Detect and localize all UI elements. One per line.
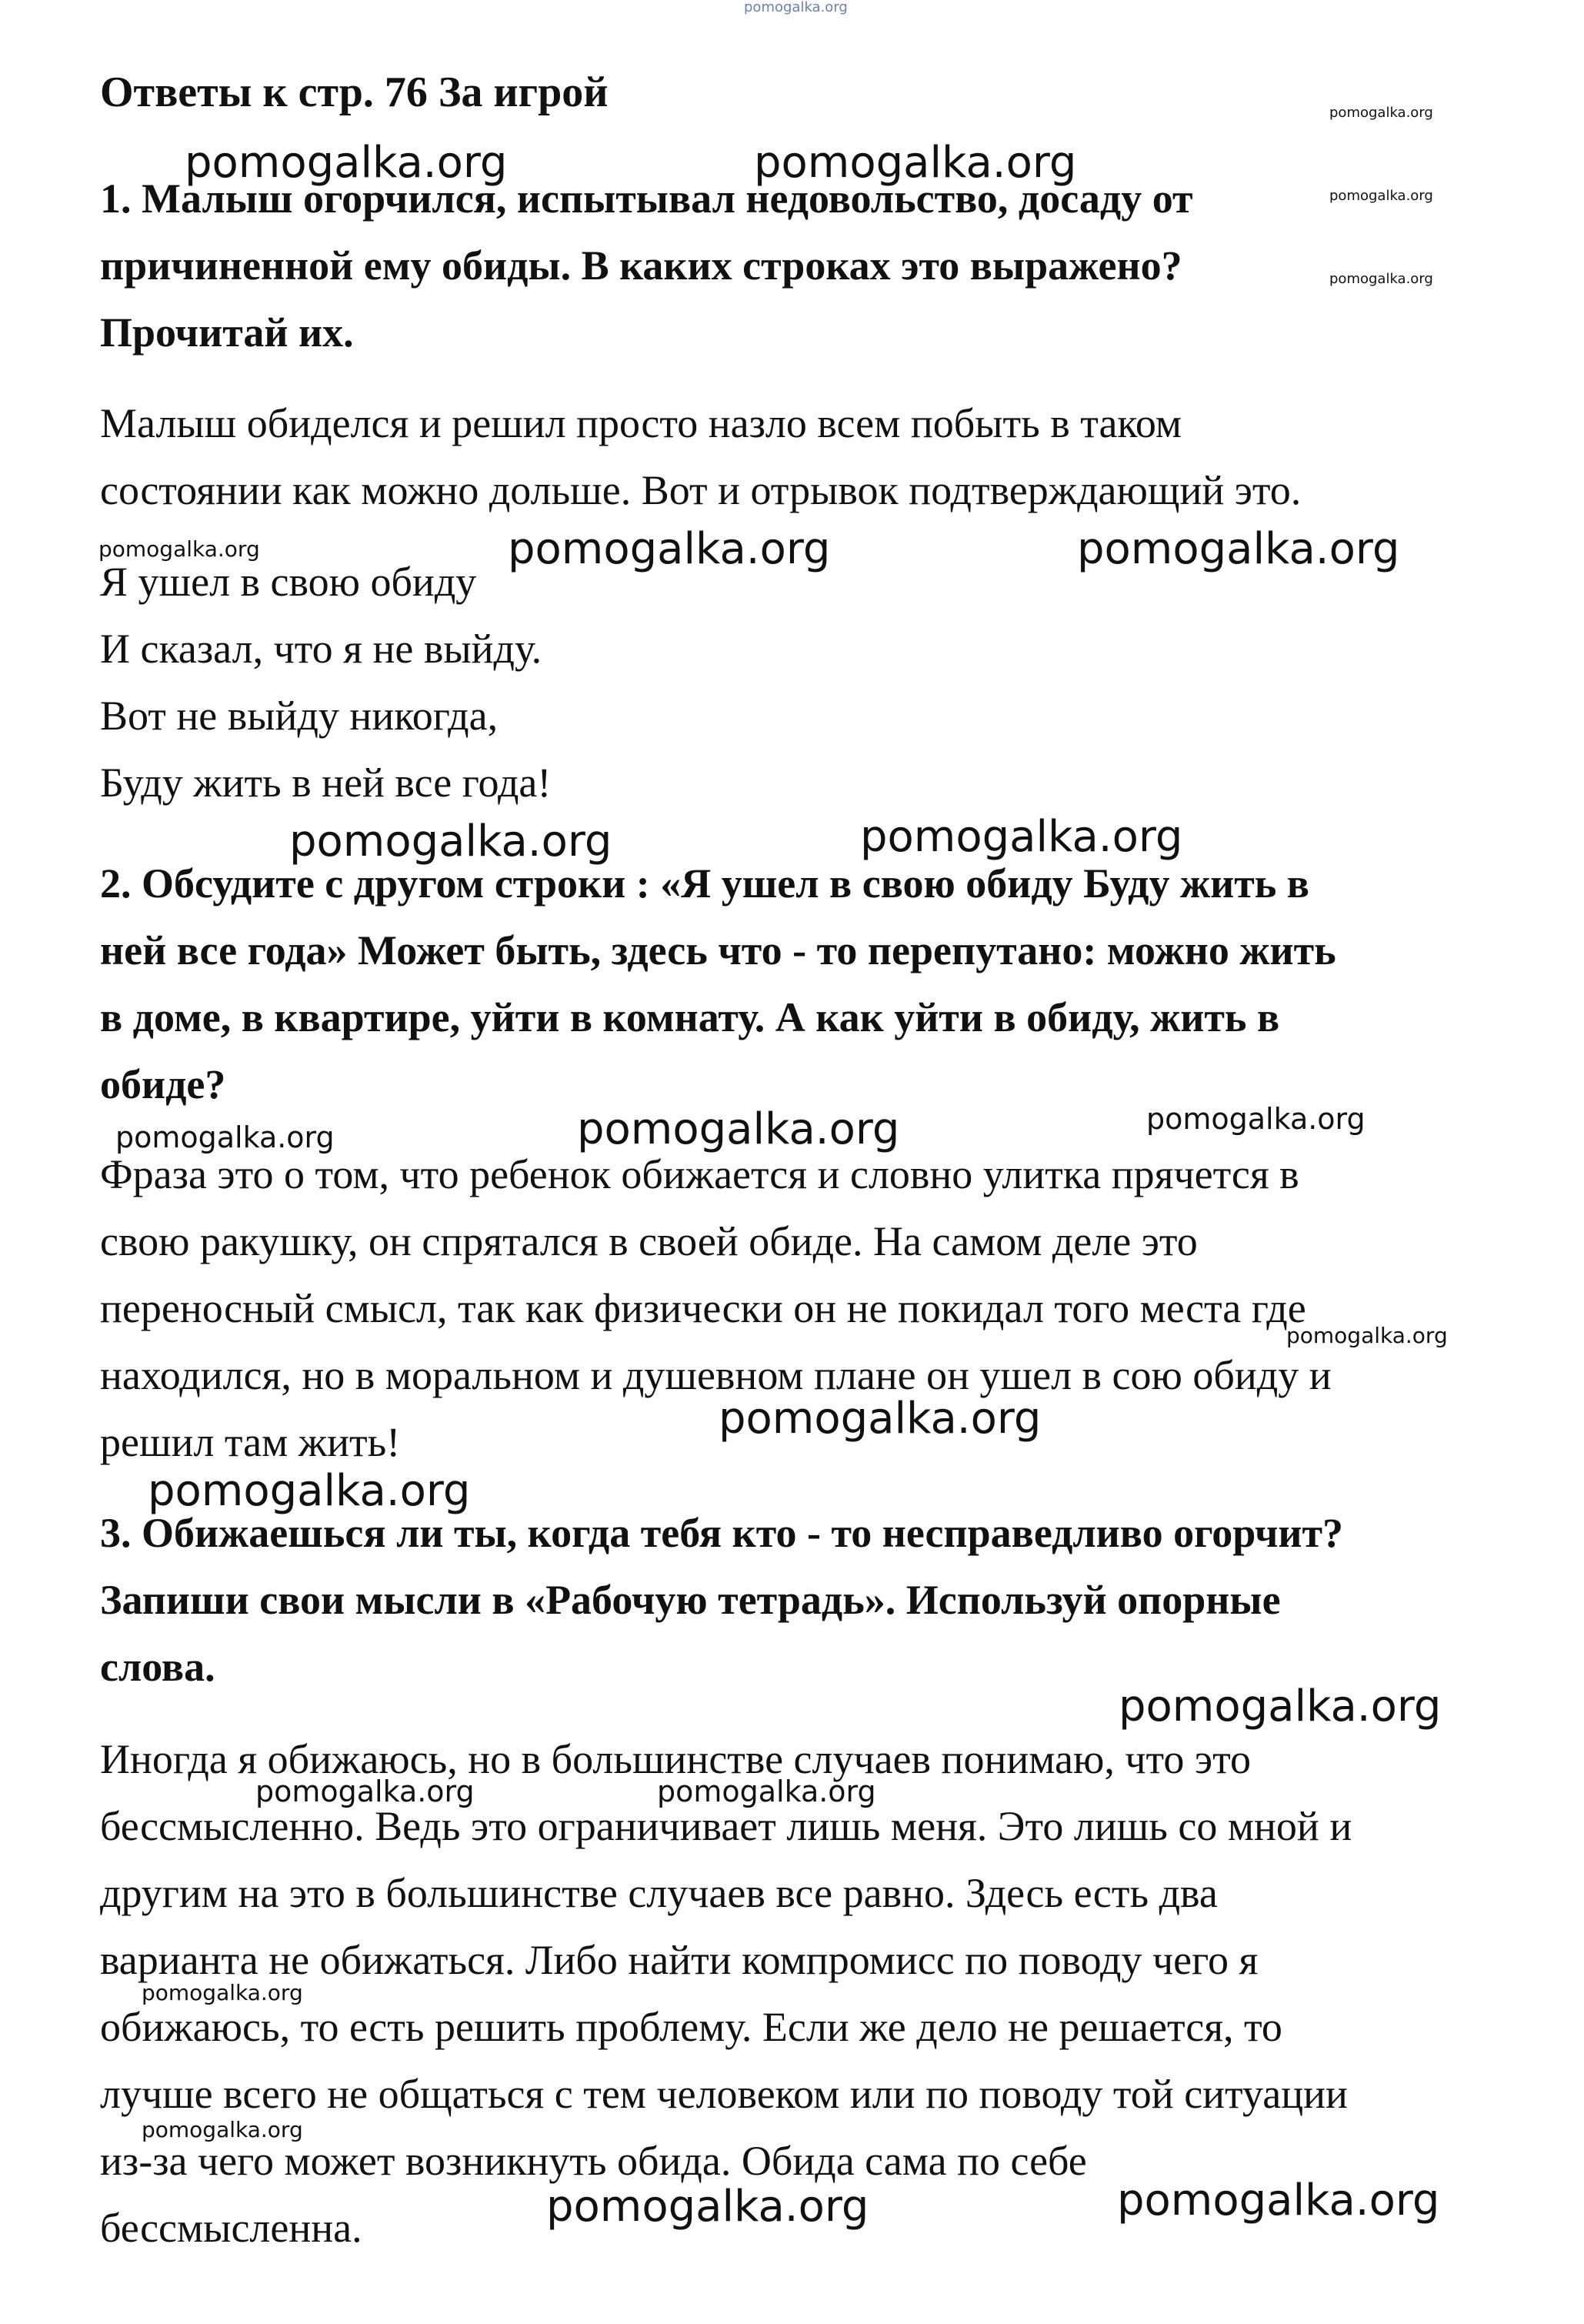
watermark: pomogalka.org — [115, 1120, 335, 1154]
answer-3-line: обижаюсь, то есть решить проблему. Если же дело не решается, то — [100, 2004, 1282, 2050]
poem-line: И сказал, что я не выйду. — [100, 626, 542, 672]
watermark: pomogalka.org — [255, 1775, 475, 1808]
watermark: pomogalka.org — [142, 2117, 303, 2142]
poem-line: Я ушел в свою обиду — [100, 559, 477, 605]
watermark: pomogalka.org — [148, 1466, 471, 1516]
question-3-line: слова. — [100, 1644, 215, 1690]
answer-3-line: варианта не обижаться. Либо найти компромисс по поводу чего я — [100, 1937, 1259, 1983]
watermark: pomogalka.org — [289, 816, 612, 866]
answer-3-line: другим на это в большинстве случаев все равно. Здесь есть два — [100, 1870, 1218, 1916]
question-1-line: причиненной ему обиды. В каких строках это выражено? — [100, 242, 1182, 289]
watermark: pomogalka.org — [577, 1104, 900, 1154]
question-1-line: Прочитай их. — [100, 309, 354, 356]
watermark: pomogalka.org — [1329, 188, 1433, 204]
question-2-line: обиде? — [100, 1061, 226, 1107]
watermark: pomogalka.org — [744, 0, 848, 15]
poem-line: Буду жить в ней все года! — [100, 760, 552, 806]
answer-2-line: Фраза это о том, что ребенок обижается и словно улитка прячется в — [100, 1151, 1299, 1197]
answer-3-line: лучше всего не общаться с тем человеком или по поводу той ситуации — [100, 2071, 1348, 2117]
answer-3-line: бессмысленно. Ведь это ограничивает лишь меня. Это лишь со мной и — [100, 1803, 1352, 1849]
answer-3-line: из-за чего может возникнуть обида. Обида сама по себе — [100, 2138, 1087, 2184]
watermark: pomogalka.org — [1329, 271, 1433, 287]
page-title: Ответы к стр. 76 За игрой — [100, 68, 609, 116]
answer-1-line: состоянии как можно дольше. Вот и отрывок подтверждающий это. — [100, 467, 1302, 513]
watermark: pomogalka.org — [1329, 105, 1433, 121]
question-1-line: 1. Малыш огорчился, испытывал недовольство, досаду от — [100, 175, 1193, 222]
watermark: pomogalka.org — [185, 138, 508, 188]
watermark: pomogalka.org — [1119, 1681, 1442, 1731]
watermark: pomogalka.org — [657, 1775, 876, 1808]
watermark: pomogalka.org — [546, 2182, 869, 2232]
question-2-line: в доме, в квартире, уйти в комнату. А как уйти в обиду, жить в — [100, 994, 1280, 1040]
question-2-line: ней все года» Может быть, здесь что - то перепутано: можно жить — [100, 927, 1336, 973]
question-3-line: Запиши свои мысли в «Рабочую тетрадь». Используй опорные — [100, 1577, 1281, 1623]
answer-3-line: бессмысленна. — [100, 2205, 362, 2251]
question-2-line: 2. Обсудите с другом строки : «Я ушел в свою обиду Буду жить в — [100, 860, 1309, 907]
watermark: pomogalka.org — [1077, 524, 1400, 574]
answer-2-line: решил там жить! — [100, 1419, 401, 1465]
watermark: pomogalka.org — [719, 1394, 1042, 1444]
answer-3-line: Иногда я обижаюсь, но в большинстве случаев понимаю, что это — [100, 1736, 1251, 1782]
answer-1-line: Малыш обиделся и решил просто назло всем побыть в таком — [100, 400, 1182, 446]
question-3-line: 3. Обижаешься ли ты, когда тебя кто - то несправедливо огорчит? — [100, 1510, 1344, 1556]
watermark: pomogalka.org — [98, 536, 260, 562]
watermark: pomogalka.org — [1146, 1102, 1366, 1136]
watermark: pomogalka.org — [860, 812, 1183, 862]
poem-line: Вот не выйду никогда, — [100, 693, 499, 739]
answer-2-line: свою ракушку, он спрятался в своей обиде. На самом деле это — [100, 1218, 1198, 1264]
watermark: pomogalka.org — [754, 138, 1077, 188]
watermark: pomogalka.org — [508, 524, 831, 574]
answer-2-line: находился, но в моральном и душевном плане он ушел в сою обиду и — [100, 1352, 1332, 1398]
watermark: pomogalka.org — [1117, 2175, 1440, 2225]
answer-2-line: переносный смысл, так как физически он не покидал того места где — [100, 1285, 1306, 1331]
watermark: pomogalka.org — [142, 1980, 303, 2005]
watermark: pomogalka.org — [1286, 1323, 1448, 1348]
